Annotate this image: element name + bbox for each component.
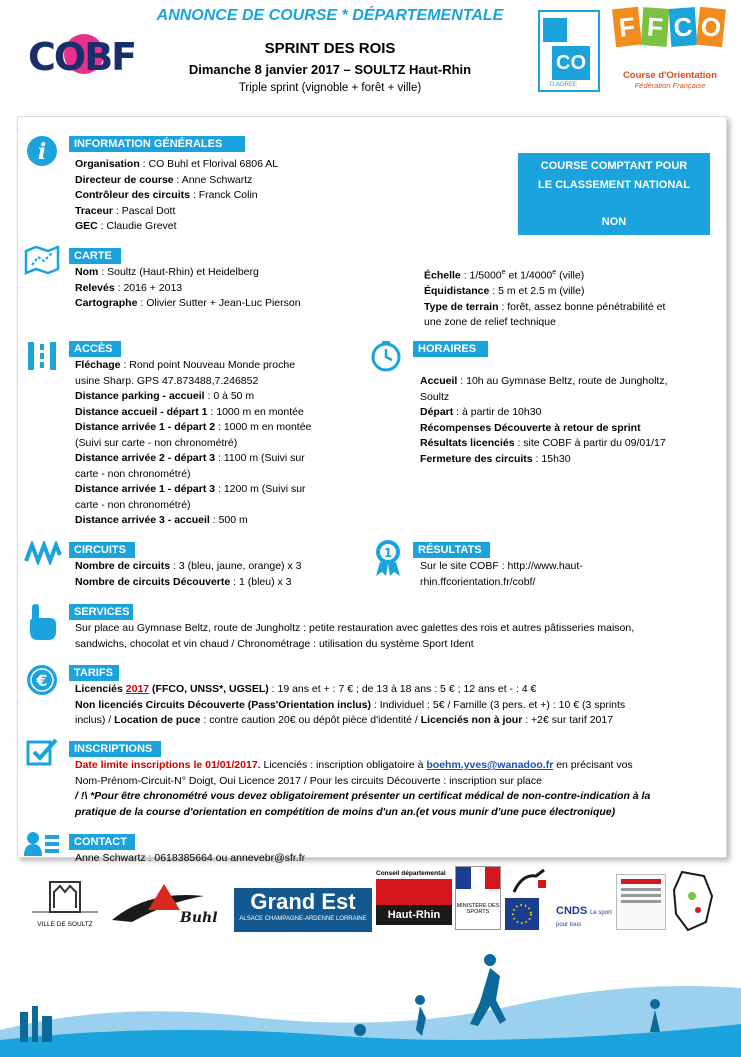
acces-row: Distance accueil - départ 1 : 1000 m en montée — [75, 405, 304, 418]
ffco-logo: F F C O Course d'Orientation Fédération Française — [608, 8, 732, 98]
map-icon — [24, 245, 56, 277]
national-value: NON — [601, 216, 627, 228]
buhl-logo — [108, 880, 228, 930]
event-subtitle: Triple sprint (vignoble + forêt + ville) — [238, 82, 422, 94]
tarifs-line-1: Licenciés 2017 (FFCO, UNSS*, UGSEL) : 19 ans et + : 7 € ; de 13 à 18 ans : 5 € ; 12 ans et - : 4 € — [75, 683, 537, 695]
cd-name-text: Haut-Rhin — [376, 905, 452, 925]
ffco-line2: Fédération Française — [634, 81, 706, 90]
info-row: Organisation : CO Buhl et Florival 6806 AL — [75, 158, 279, 170]
acces-row: Distance arrivée 2 - départ 3 : 1100 m (Suivi sur — [75, 452, 305, 464]
inscriptions-line-1: Date limite inscriptions le 01/01/2017. Licenciés : inscription obligatoire à boehm.yves@wanadoo.fr en précisant vos — [75, 759, 633, 771]
terrain-row-2: une zone de relief technique — [424, 316, 556, 328]
equidistance-row: Équidistance : 5 m et 2.5 m (ville) — [424, 285, 585, 297]
soultz-logo — [30, 878, 100, 930]
tarifs-heading: TARIFS — [69, 665, 119, 681]
tarifs-block — [75, 682, 625, 729]
circuits-block — [75, 559, 301, 590]
inscriptions-line-2: Nom-Prénom-Circuit-N° Doigt, Oui Licence 2017 / Pour les circuits Découverte : inscription sur place — [75, 774, 542, 787]
inscriptions-line-3: / !\ *Pour être chronométré vous devez obligatoirement présenter un certificat médical de non-contre-indication à la — [75, 790, 651, 802]
euro-icon — [26, 664, 58, 696]
ffco-line1: Course d'Orientation — [622, 70, 718, 81]
medal-icon — [372, 538, 404, 570]
svg-text:1: 1 — [383, 546, 393, 560]
horaires-row: Soultz — [420, 390, 450, 403]
info-block — [75, 157, 278, 235]
national-line1: COURSE COMPTANT POUR — [540, 160, 688, 172]
circuits-row: Nombre de circuits : 3 (bleu, jaune, orange) x 3 — [75, 560, 302, 572]
acces-row: carte - non chronométré) — [75, 498, 191, 511]
ministere-logo — [455, 866, 501, 930]
resultats-link-1[interactable]: Sur le site COBF : http://www.haut- — [420, 560, 583, 572]
co-logo-small: D.AGREE — [550, 82, 578, 88]
grand-est-text: Grand Est — [250, 889, 356, 914]
horaires-row: Départ : à partir de 10h30 — [420, 406, 542, 418]
acces-heading: ACCÈS — [69, 341, 121, 357]
circuits-heading: CIRCUITS — [69, 542, 135, 558]
inscriptions-block — [75, 758, 650, 820]
carte-right-block — [424, 265, 665, 331]
info-row: Traceur : Pascal Dott — [75, 204, 176, 217]
circuits-row: Nombre de circuits Découverte : 1 (bleu) x 3 — [75, 575, 292, 588]
event-title: SPRINT DES ROIS — [264, 40, 396, 57]
acces-block — [75, 358, 311, 529]
cd-top-text: Conseil départemental — [376, 870, 446, 877]
credit-mutuel-flyer-logo — [616, 874, 666, 930]
horaires-row: Accueil : 10h au Gymnase Beltz, route de Jungholtz, — [420, 375, 668, 387]
inscriptions-line-4: pratique de la course d'orientation en compétition de moins d'un an.(et vous munir d'une puce électronique) — [75, 805, 616, 818]
acces-row: usine Sharp. GPS 47.873488,7.246852 — [75, 374, 259, 387]
ministere-text: MINISTÈRE DES SPORTS — [456, 903, 500, 915]
carte-row: Nom : Soultz (Haut-Rhin) et Heidelberg — [75, 266, 259, 278]
checkbox-icon — [26, 736, 58, 768]
services-block — [75, 621, 634, 652]
acces-row: Fléchage : Rond point Nouveau Monde proche — [75, 359, 296, 371]
alsace-map-logo — [668, 870, 718, 932]
contact-heading: CONTACT — [69, 834, 135, 850]
services-line-2: sandwichs, chocolat et vin chaud / Chronométrage : utilisation du système Sport Ident — [75, 637, 474, 650]
cnds-sub: Le sport pour tous — [556, 910, 612, 928]
stork-icon — [508, 866, 548, 896]
cobf-logo — [22, 22, 142, 82]
services-heading: SERVICES — [69, 604, 133, 620]
cobf-logo-text: COBF — [28, 35, 136, 79]
hand-icon — [26, 602, 58, 634]
contact-card-icon — [24, 830, 56, 862]
horaires-row: Fermeture des circuits : 15h30 — [420, 452, 571, 465]
acces-row: carte - non chronométré) — [75, 467, 191, 480]
services-line-1: Sur place au Gymnase Beltz, route de Jungholtz : petite restauration avec galettes des rois et autres pâtisseries maison, — [75, 622, 635, 634]
runner-icon — [543, 18, 567, 42]
resultats-block — [420, 559, 583, 590]
carte-row: Cartographe : Olivier Sutter + Jean-Luc Pierson — [75, 297, 301, 309]
clock-icon — [370, 340, 402, 372]
info-icon — [26, 135, 58, 167]
co-logo — [538, 10, 600, 92]
echelle-row: Échelle : 1/5000e et 1/4000e (ville) — [424, 269, 585, 282]
co-logo-text: CO — [552, 46, 590, 80]
banner-title: ANNONCE DE COURSE * DÉPARTEMENTALE — [156, 7, 504, 24]
email-link[interactable]: boehm.yves@wanadoo.fr — [426, 759, 554, 771]
footer-landscape — [0, 940, 741, 1057]
horaires-row: Résultats licenciés : site COBF à partir du 09/01/17 — [420, 437, 666, 449]
info-row: Directeur de course : Anne Schwartz — [75, 173, 253, 186]
info-row: GEC : Claudie Grevet — [75, 220, 177, 232]
national-ranking-box — [518, 153, 710, 235]
info-heading: INFORMATION GÉNÉRALES — [69, 136, 245, 152]
contact-block — [75, 851, 305, 867]
resultats-heading: RÉSULTATS — [413, 542, 490, 558]
cnds-text: CNDS — [556, 905, 588, 917]
svg-text:i: i — [37, 139, 47, 165]
haut-rhin-logo — [376, 870, 452, 934]
carte-heading: CARTE — [69, 248, 121, 264]
tarifs-line-3: inclus) / Location de puce : contre caution 20€ ou dépôt pièce d'identité / Licenciés non à jour : +2€ sur tarif 2017 — [75, 714, 614, 726]
resultats-link-2[interactable]: rhin.ffcorientation.fr/cobf/ — [420, 575, 536, 588]
carte-left-block — [75, 265, 301, 312]
svg-text:€: € — [36, 671, 48, 690]
horaires-heading: HORAIRES — [413, 341, 488, 357]
cnds-logo — [556, 905, 614, 931]
terrain-row: Type de terrain : forêt, assez bonne pénétrabilité et — [424, 300, 666, 313]
tarifs-line-2: Non licenciés Circuits Découverte (Pass'Orientation inclus) : Individuel : 5€ / Famille (3 pers. et +) : 10 € (3 sprints — [75, 698, 626, 711]
grand-est-sub: ALSACE CHAMPAGNE-ARDENNE LORRAINE — [239, 916, 367, 922]
buhl-logo-text: Buhl — [180, 910, 218, 926]
grand-est-logo — [234, 888, 372, 932]
acces-row: Distance arrivée 1 - départ 2 : 1000 m en montée — [75, 421, 312, 433]
event-date-place: Dimanche 8 janvier 2017 – SOULTZ Haut-Rhin — [188, 62, 472, 77]
national-line2: LE CLASSEMENT NATIONAL — [538, 179, 690, 191]
road-icon — [26, 340, 58, 372]
soultz-logo-text: VILLE DE SOULTZ — [37, 921, 93, 928]
horaires-block — [420, 374, 667, 467]
acces-row: (Suivi sur carte - non chronométré) — [75, 436, 238, 449]
acces-row: Distance parking - accueil : 0 à 50 m — [75, 390, 255, 402]
eu-flag-logo — [505, 898, 539, 930]
carte-row: Relevés : 2016 + 2013 — [75, 281, 183, 294]
contact-line: Anne Schwartz : 0618385664 ou annevebr@sfr.fr — [75, 852, 306, 864]
circuits-icon — [24, 541, 56, 573]
inscriptions-heading: INSCRIPTIONS — [69, 741, 161, 757]
horaires-row: Récompenses Découverte à retour de sprint — [420, 421, 641, 434]
info-row: Contrôleur des circuits : Franck Colin — [75, 189, 258, 201]
acces-row: Distance arrivée 3 - accueil : 500 m — [75, 514, 248, 526]
acces-row: Distance arrivée 1 - départ 3 : 1200 m (Suivi sur — [75, 483, 306, 495]
